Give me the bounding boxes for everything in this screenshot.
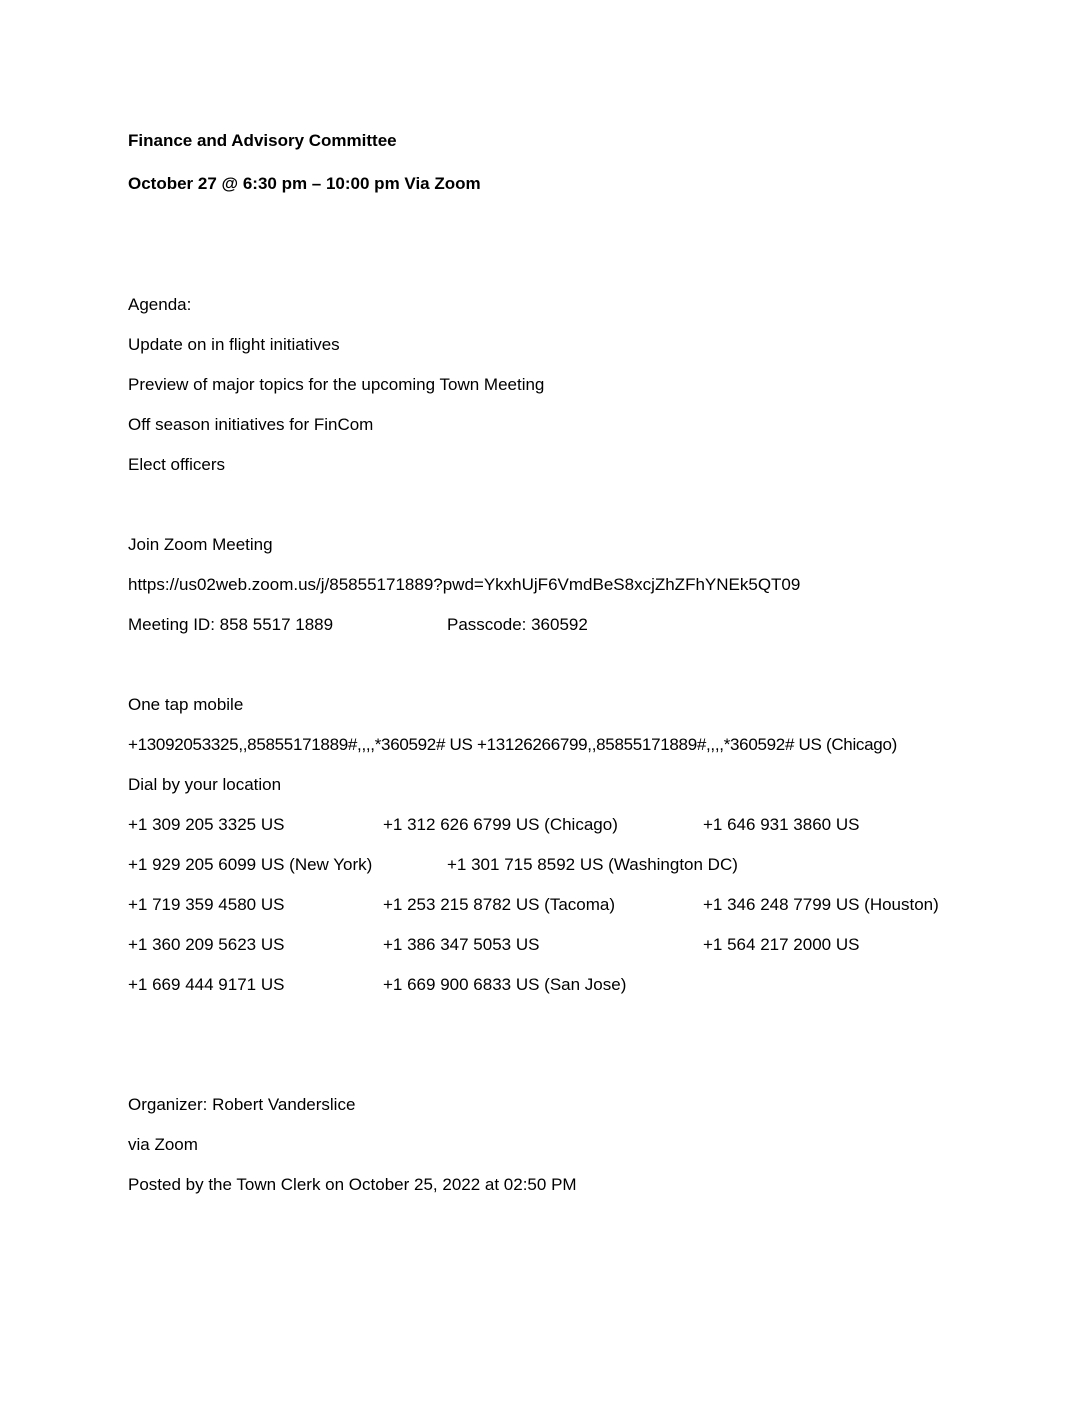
dial-number: +1 929 205 6099 US (New York) (128, 855, 373, 874)
dial-number: +1 346 248 7799 US (Houston) (703, 895, 939, 914)
dial-number: +1 312 626 6799 US (Chicago) (383, 815, 618, 834)
via-zoom-line: via Zoom (128, 1135, 198, 1154)
agenda-label: Agenda: (128, 295, 192, 314)
posted-by-line: Posted by the Town Clerk on October 25, 2022 at 02:50 PM (128, 1175, 577, 1194)
dial-number: +1 669 444 9171 US (128, 975, 285, 994)
agenda-item: Update on in flight initiatives (128, 335, 340, 354)
dial-number: +1 386 347 5053 US (383, 935, 540, 954)
meeting-id: Meeting ID: 858 5517 1889 (128, 615, 334, 634)
dial-number: +1 719 359 4580 US (128, 895, 285, 914)
dial-number: +1 669 900 6833 US (San Jose) (383, 975, 627, 994)
agenda-item: Elect officers (128, 455, 226, 474)
one-tap-numbers: +13092053325,,85855171889#,,,,*360592# US +13126266799,,85855171889#,,,,*360592# US (Chicago) (128, 735, 897, 754)
dial-number: +1 360 209 5623 US (128, 935, 285, 954)
dial-number: +1 253 215 8782 US (Tacoma) (383, 895, 616, 914)
meeting-datetime: October 27 @ 6:30 pm – 10:00 pm Via Zoom (128, 174, 481, 193)
dial-number: +1 564 217 2000 US (703, 935, 860, 954)
dial-number: +1 309 205 3325 US (128, 815, 285, 834)
dial-location-label: Dial by your location (128, 775, 282, 794)
agenda-item: Off season initiatives for FinCom (128, 415, 374, 434)
organizer-line: Organizer: Robert Vanderslice (128, 1095, 356, 1114)
meeting-passcode: Passcode: 360592 (447, 615, 588, 634)
dial-number: +1 301 715 8592 US (Washington DC) (447, 855, 738, 874)
agenda-item: Preview of major topics for the upcoming Town Meeting (128, 375, 545, 394)
one-tap-label: One tap mobile (128, 695, 244, 714)
dial-number: +1 646 931 3860 US (703, 815, 860, 834)
committee-title: Finance and Advisory Committee (128, 131, 397, 150)
zoom-meeting-link[interactable]: https://us02web.zoom.us/j/85855171889?pwd=YkxhUjF6VmdBeS8xcjZhZFhYNEk5QT09 (128, 575, 801, 594)
join-zoom-label: Join Zoom Meeting (128, 535, 273, 554)
